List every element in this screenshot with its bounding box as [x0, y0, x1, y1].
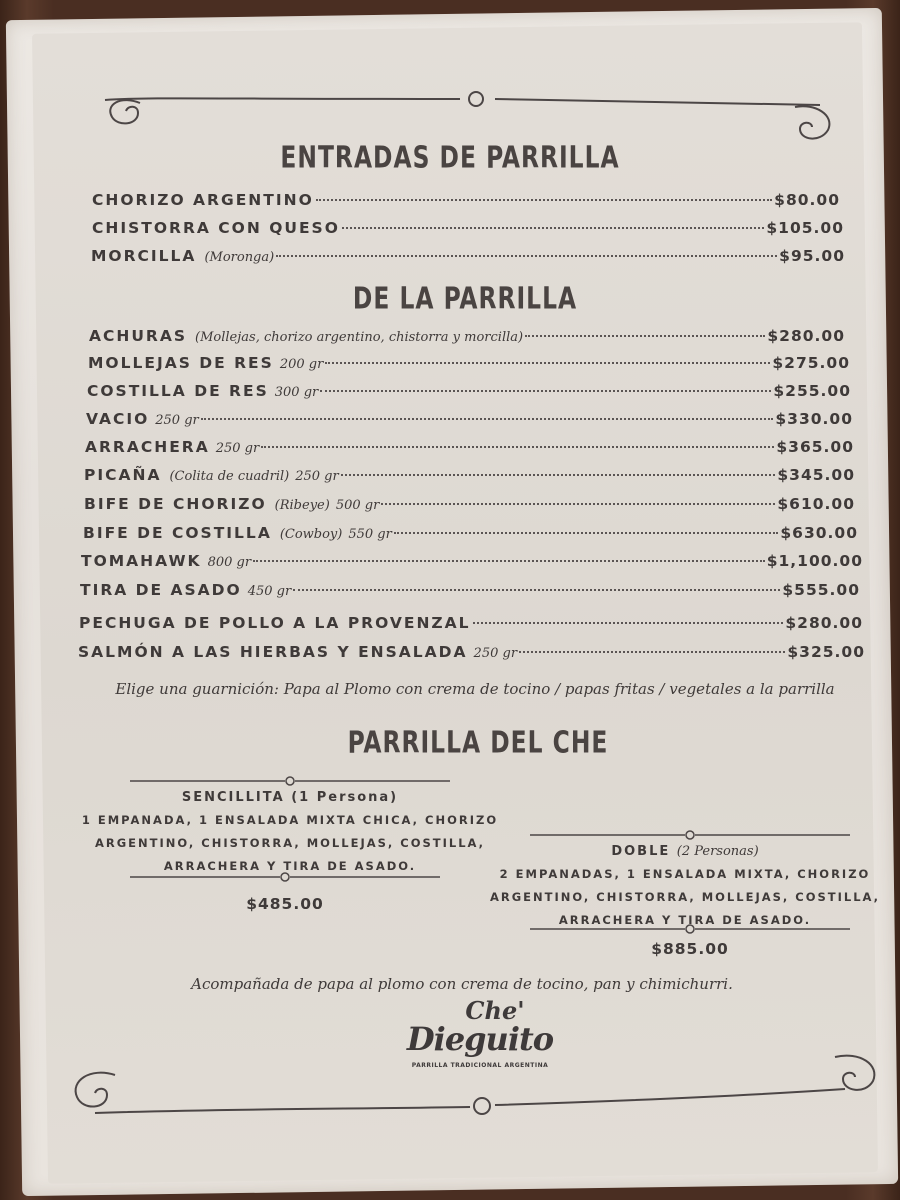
menu-item-bife-de-chorizo [84, 495, 855, 513]
divider-sencillita-bottom [130, 870, 440, 884]
divider-doble-bottom [530, 922, 850, 936]
leader-dots [381, 503, 775, 505]
item-price: $330.00 [775, 410, 853, 428]
combo-footer-note: Acompañada de papa al plomo con crema de tocino, pan y chimichurri. [191, 975, 733, 993]
item-name: TOMAHAWK [81, 552, 202, 570]
item-weight: 200 gr [279, 357, 324, 372]
menu-item-bife-de-costilla [83, 524, 858, 542]
item-price: $345.00 [777, 466, 855, 484]
menu-item-pechuga-de-pollo [79, 614, 863, 632]
leader-dots [519, 651, 785, 653]
item-name: CHORIZO ARGENTINO [92, 191, 314, 209]
item-weight: 250 gr [295, 469, 339, 484]
item-weight: 300 gr [274, 385, 319, 400]
section-title-parrilla-del-che: PARRILLA DEL CHE [347, 725, 609, 761]
menu-item-tomahawk [81, 552, 863, 570]
item-price: $105.00 [766, 219, 844, 237]
item-price: $325.00 [787, 643, 865, 661]
item-price: $80.00 [774, 191, 840, 209]
leader-dots [473, 622, 784, 624]
item-name: MOLLEJAS DE RES [88, 354, 274, 372]
leader-dots [341, 474, 776, 476]
item-weight: 250 gr [155, 413, 199, 428]
combo-sencillita [60, 786, 520, 878]
section-title-entradas: ENTRADAS DE PARRILLA [280, 140, 620, 176]
item-weight: 450 gr [247, 584, 292, 599]
item-price: $280.00 [785, 614, 863, 632]
combo-title-note: (2 Personas) [676, 844, 759, 859]
logo-tagline: PARRILLA TRADICIONAL ARGENTINA [411, 1062, 549, 1069]
menu-item-salmon [78, 643, 865, 661]
leader-dots [276, 255, 777, 257]
item-price: $610.00 [777, 495, 855, 513]
combo-description-line: ARGENTINO, CHISTORRA, MOLLEJAS, COSTILLA, [94, 836, 486, 850]
item-weight: 250 gr [215, 441, 260, 456]
item-name: SALMÓN A LAS HIERBAS Y ENSALADA [78, 643, 468, 661]
menu-item-morcilla [91, 247, 845, 265]
leader-dots [253, 560, 765, 562]
combo-description-line: 1 EMPANADA, 1 ENSALADA MIXTA CHICA, CHORIZO [81, 813, 499, 827]
item-price: $255.00 [773, 382, 851, 400]
item-name: BIFE DE COSTILLA [83, 524, 272, 542]
item-name: ACHURAS [89, 327, 188, 345]
leader-dots [293, 589, 780, 591]
bottom-flourish-ornament [65, 1045, 885, 1125]
menu-item-tira-de-asado [80, 581, 860, 599]
item-name: COSTILLA DE RES [87, 382, 269, 400]
leader-dots [525, 335, 765, 337]
combo-title-label: DOBLE [611, 844, 671, 859]
item-name: TIRA DE ASADO [80, 581, 242, 599]
leader-dots [342, 227, 764, 229]
logo-dieguito-text: Dieguito [406, 1020, 554, 1058]
item-price: $555.00 [782, 581, 860, 599]
item-weight: 500 gr [335, 498, 380, 513]
item-price: $365.00 [776, 438, 854, 456]
item-name: CHISTORRA CON QUESO [92, 219, 340, 237]
combo-doble [475, 840, 895, 932]
menu-item-arrachera [85, 438, 854, 456]
item-weight: 550 gr [348, 527, 392, 542]
combo-description-line: 2 EMPANADAS, 1 ENSALADA MIXTA, CHORIZO [499, 867, 871, 881]
item-name: VACIO [86, 410, 150, 428]
leader-dots [325, 362, 770, 364]
leader-dots [201, 418, 774, 420]
leader-dots [316, 199, 772, 201]
menu-item-mollejas-de-res [88, 354, 850, 372]
menu-item-achuras [89, 327, 845, 345]
item-weight: 800 gr [207, 555, 252, 570]
item-note: (Moronga) [204, 250, 275, 265]
menu-item-chorizo-argentino [92, 191, 840, 209]
combo-description-line: ARRACHERA Y TIRA DE ASADO. [558, 913, 812, 927]
item-note: (Mollejas, chorizo argentino, chistorra y morcilla) [195, 330, 524, 345]
item-name: ARRACHERA [85, 438, 210, 456]
item-note: (Ribeye) [274, 498, 330, 513]
combo-price-doble: $885.00 [651, 940, 729, 958]
combo-description-line: ARRACHERA Y TIRA DE ASADO. [163, 859, 417, 873]
garnish-note: Elige una guarnición: Papa al Plomo con crema de tocino / papas fritas / vegetales a la parrilla [115, 680, 835, 698]
item-name: PECHUGA DE POLLO A LA PROVENZAL [79, 614, 471, 632]
menu-item-vacio [86, 410, 853, 428]
item-price: $280.00 [767, 327, 845, 345]
item-note: (Cowboy) [279, 527, 343, 542]
menu-item-picana [84, 466, 855, 484]
item-price: $95.00 [779, 247, 845, 265]
combo-title [475, 840, 895, 863]
section-title-de-la-parrilla: DE LA PARRILLA [352, 281, 578, 317]
item-weight: 250 gr [473, 646, 518, 661]
item-note: (Colita de cuadril) [169, 469, 290, 484]
item-price: $275.00 [772, 354, 850, 372]
item-price: $630.00 [780, 524, 858, 542]
leader-dots [261, 446, 774, 448]
item-name: PICAÑA [84, 466, 162, 484]
logo-che-text: Che' [465, 996, 525, 1025]
combo-price-sencillita: $485.00 [246, 895, 324, 913]
combo-description-line: ARGENTINO, CHISTORRA, MOLLEJAS, COSTILLA, [489, 890, 881, 904]
item-price: $1,100.00 [766, 552, 863, 570]
combo-title: SENCILLITA (1 Persona) [181, 790, 399, 805]
item-name: MORCILLA [91, 247, 197, 265]
leader-dots [320, 390, 771, 392]
item-name: BIFE DE CHORIZO [84, 495, 267, 513]
leader-dots [394, 532, 779, 534]
menu-item-chistorra-con-queso [92, 219, 844, 237]
menu-item-costilla-de-res [87, 382, 851, 400]
